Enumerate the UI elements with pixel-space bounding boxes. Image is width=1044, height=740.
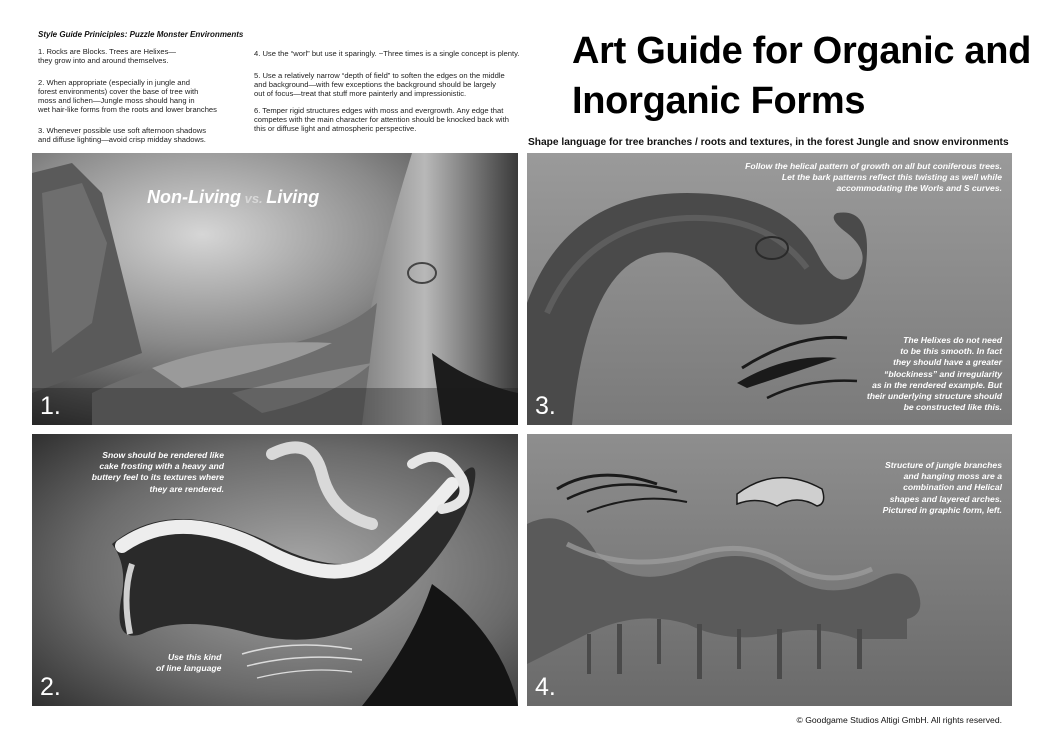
page-subtitle: Shape language for tree branches / roots and textures, in the forest Jungle and snow environments	[528, 137, 1009, 148]
rule-3: 3. Whenever possible use soft afternoon shadows and diffuse lighting—avoid crisp midday shadows.	[38, 126, 207, 144]
living-label: Living	[266, 187, 320, 207]
panel-4-caption: Structure of jungle branches and hanging moss are a combination and Helical shapes and layered arches. Pictured in graphic form, left.	[882, 460, 1002, 515]
rule-1: 1. Rocks are Blocks. Trees are Helixes— they grow into and around themselves.	[38, 47, 176, 65]
panel-2-caption-top: Snow should be rendered like cake frosting with a heavy and buttery feel to its textures where they are rendered.	[91, 450, 224, 494]
page-title: Art Guide for Organic and Inorganic Forms	[572, 30, 1032, 122]
panel-3	[527, 153, 1012, 425]
panel-4-number: 4.	[535, 673, 556, 701]
rule-4: 4. Use the “worl” but use it sparingly. ~Three times is a single concept is plenty.	[254, 49, 520, 58]
panel-3-caption-top: Follow the helical pattern of growth on all but coniferous trees. Let the bark patterns reflect this twisting as well while accommodating the Worls and S curves.	[745, 161, 1002, 194]
panel-2	[32, 434, 518, 706]
rule-2: 2. When appropriate (especially in jungle and forest environments) cover the base of tree with moss and lichen—Jungle moss should hang in wet hair-like forms from the roots and lower branches	[38, 78, 217, 114]
panel-3-caption-bottom: The Helixes do not need to be this smooth. In fact they should have a greater “blockiness” and irregularity as in the rendered example. But their underlying structure should be constructed like this.	[866, 335, 1002, 413]
principles-title: Style Guide Priniciples: Puzzle Monster Environments	[38, 30, 244, 39]
panel-3-number: 3.	[535, 392, 556, 420]
panel-2-caption-bottom: Use this kind of line language	[156, 652, 222, 674]
non-living-vs-living-label	[147, 187, 319, 208]
panel-1	[32, 153, 518, 425]
vs-label: vs.	[240, 191, 267, 206]
copyright-notice: © Goodgame Studios Altigi GmbH. All rights reserved.	[796, 715, 1002, 725]
panel-1-number: 1.	[40, 392, 61, 420]
non-living-label: Non-Living	[147, 187, 241, 207]
panel-2-number: 2.	[40, 673, 61, 701]
rule-5: 5. Use a relatively narrow “depth of field” to soften the edges on the middle and background—with few exceptions the background should be largely out of focus—treat that stuff more painterly and impressionistic.	[254, 71, 505, 98]
panel-4	[527, 434, 1012, 706]
rule-6: 6. Temper rigid structures edges with moss and evergrowth. Any edge that competes with the main character for attention should be knocked back with this or diffuse light and atmospheric perspective.	[254, 106, 509, 133]
